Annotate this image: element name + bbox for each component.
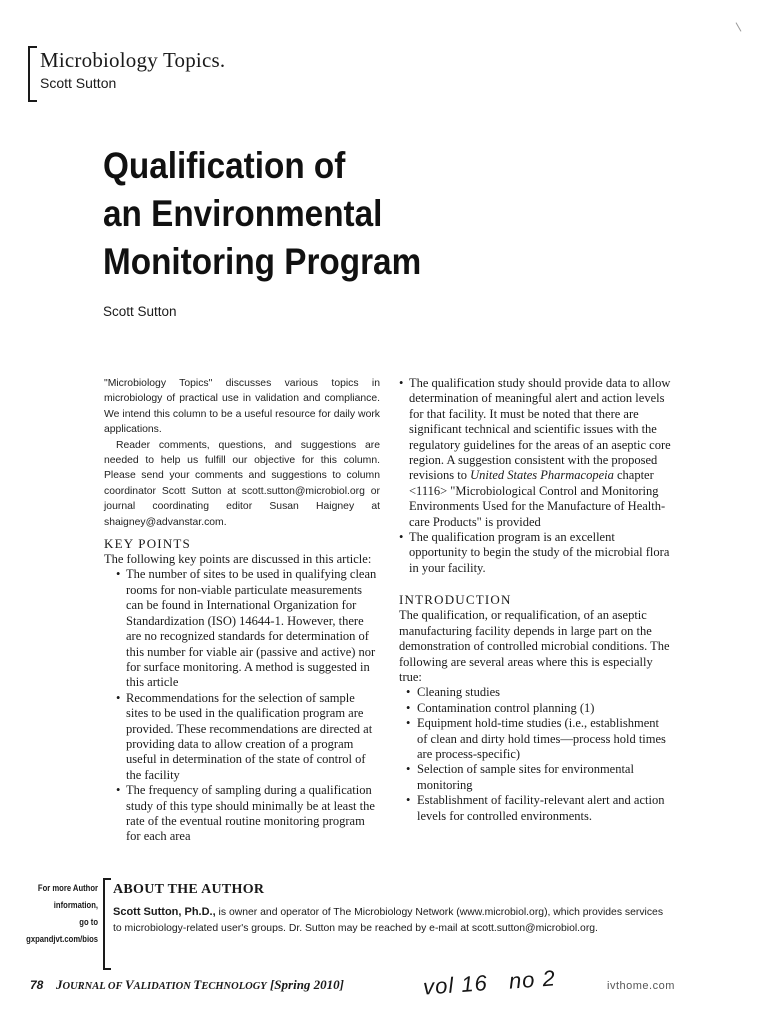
- journal-name: JOURNAL OF VALIDATION TECHNOLOGY [Spring 2010]: [56, 977, 345, 992]
- key-points-list-continued: [399, 376, 671, 576]
- introduction-heading: INTRODUCTION: [399, 592, 512, 608]
- article-title-line: Qualification of: [103, 145, 346, 186]
- list-item: • Contamination control planning (1): [406, 700, 595, 715]
- author-name: Scott Sutton, Ph.D.,: [113, 906, 216, 918]
- key-points-lead: The following key points are discussed in this article:: [104, 552, 372, 567]
- introduction-list: [399, 685, 671, 824]
- bullet-icon: •: [116, 690, 121, 705]
- list-item: • The qualification study should provide data to allow determination of meaningful alert and action levels for that facility. It must be noted that there are significant technical and scientific issues with the regulatory guidelines for the areas of an aseptic core region. A suggestion consistent with the proposed revisions to United States Pharmacopeia chapter <1116> "Microbiological Control and Monitoring Environments Used for the Manufacture of Health-care Products" is provided: [399, 376, 671, 529]
- list-item: • The qualification program is an excellent opportunity to begin the study of the microbial flora in your facility.: [399, 530, 670, 575]
- scan-speck: [736, 22, 742, 31]
- article-title-line: an Environmental: [103, 193, 383, 234]
- list-item: • Establishment of facility-relevant alert and action levels for controlled environments.: [406, 793, 665, 823]
- bullet-icon: •: [116, 567, 121, 582]
- bullet-icon: •: [399, 530, 404, 545]
- bullet-icon: •: [406, 700, 411, 715]
- key-points-list: [104, 567, 380, 844]
- bullet-icon: •: [406, 762, 411, 777]
- article-title-line: Monitoring Program: [103, 241, 422, 282]
- introduction-body: The qualification, or requalification, of an aseptic manufacturing facility depends in large part on the demonstration of controlled microbial conditions. The following are several areas where this is especially true:: [399, 608, 670, 684]
- about-author-heading: ABOUT THE AUTHOR: [113, 882, 265, 897]
- column-title: Microbiology Topics.: [40, 48, 226, 72]
- site-url[interactable]: ivthome.com: [607, 980, 675, 992]
- intro-paragraph: "Microbiology Topics" discusses various topics in microbiology of practical use in validation and compliance. We intend this column to be a useful resource for daily work applications.: [104, 378, 380, 436]
- right-column: [399, 376, 671, 824]
- column-author: Scott Sutton: [40, 75, 117, 91]
- list-item: • The number of sites to be used in qualifying clean rooms for non-viable particulate measurements can be found in International Organization for Standardization (ISO) 14644-1. However, there are no recognized standards for determination of this number for viable air (passive and active) nor for surface monitoring. A method is suggested in this article: [116, 567, 377, 690]
- bullet-icon: •: [399, 376, 404, 390]
- list-item: • Recommendations for the selection of sample sites to be used in the qualification program are provided. These recommendations are directed at providing data to allow creation of a program useful in determination of the state of control of the facility: [116, 690, 373, 782]
- list-item: • Equipment hold-time studies (i.e., establishment of clean and dirty hold times—process hold times are process-specific): [406, 716, 666, 761]
- bullet-icon: •: [406, 716, 411, 731]
- bullet-icon: •: [406, 793, 411, 808]
- intro-paragraph: Reader comments, questions, and suggestions are needed to help us fulfill our objective for this column. Please send your comments and suggestions to column coordinator Scott Sutton at scott.sutton@microbiol.org or journal coordinating editor Susan Haigney at shaigney@advanstar.com.: [104, 439, 380, 528]
- list-item: • The frequency of sampling during a qualification study of this type should minimally be at least the rate of the eventual routine monitoring program for each area: [116, 783, 375, 844]
- handwritten-note: vol 16 no 2: [422, 965, 557, 1000]
- about-bracket: [103, 878, 111, 970]
- page-number: 78: [30, 978, 44, 992]
- article-title: [103, 142, 607, 286]
- bullet-icon: •: [116, 783, 121, 798]
- list-item: • Selection of sample sites for environmental monitoring: [406, 762, 634, 792]
- author-bios-link[interactable]: gxpandjvt.com/bios: [26, 934, 99, 944]
- left-column: [104, 376, 380, 845]
- about-author-body: Scott Sutton, Ph.D., is owner and operator of The Microbiology Network (www.microbiol.org), which provides services to microbiology-related user's groups. Dr. Sutton may be reached by e-mail at scott.sutton@microbiol.org.: [113, 906, 664, 934]
- column-intro: [104, 376, 380, 530]
- key-points-heading: KEY POINTS: [104, 536, 191, 552]
- author-info-note: For more Author information, go to gxpandjvt.com/bios: [18, 880, 98, 948]
- article-byline: Scott Sutton: [103, 304, 177, 319]
- bullet-icon: •: [406, 685, 411, 700]
- column-bracket: [28, 46, 37, 102]
- list-item: • Cleaning studies: [406, 685, 500, 700]
